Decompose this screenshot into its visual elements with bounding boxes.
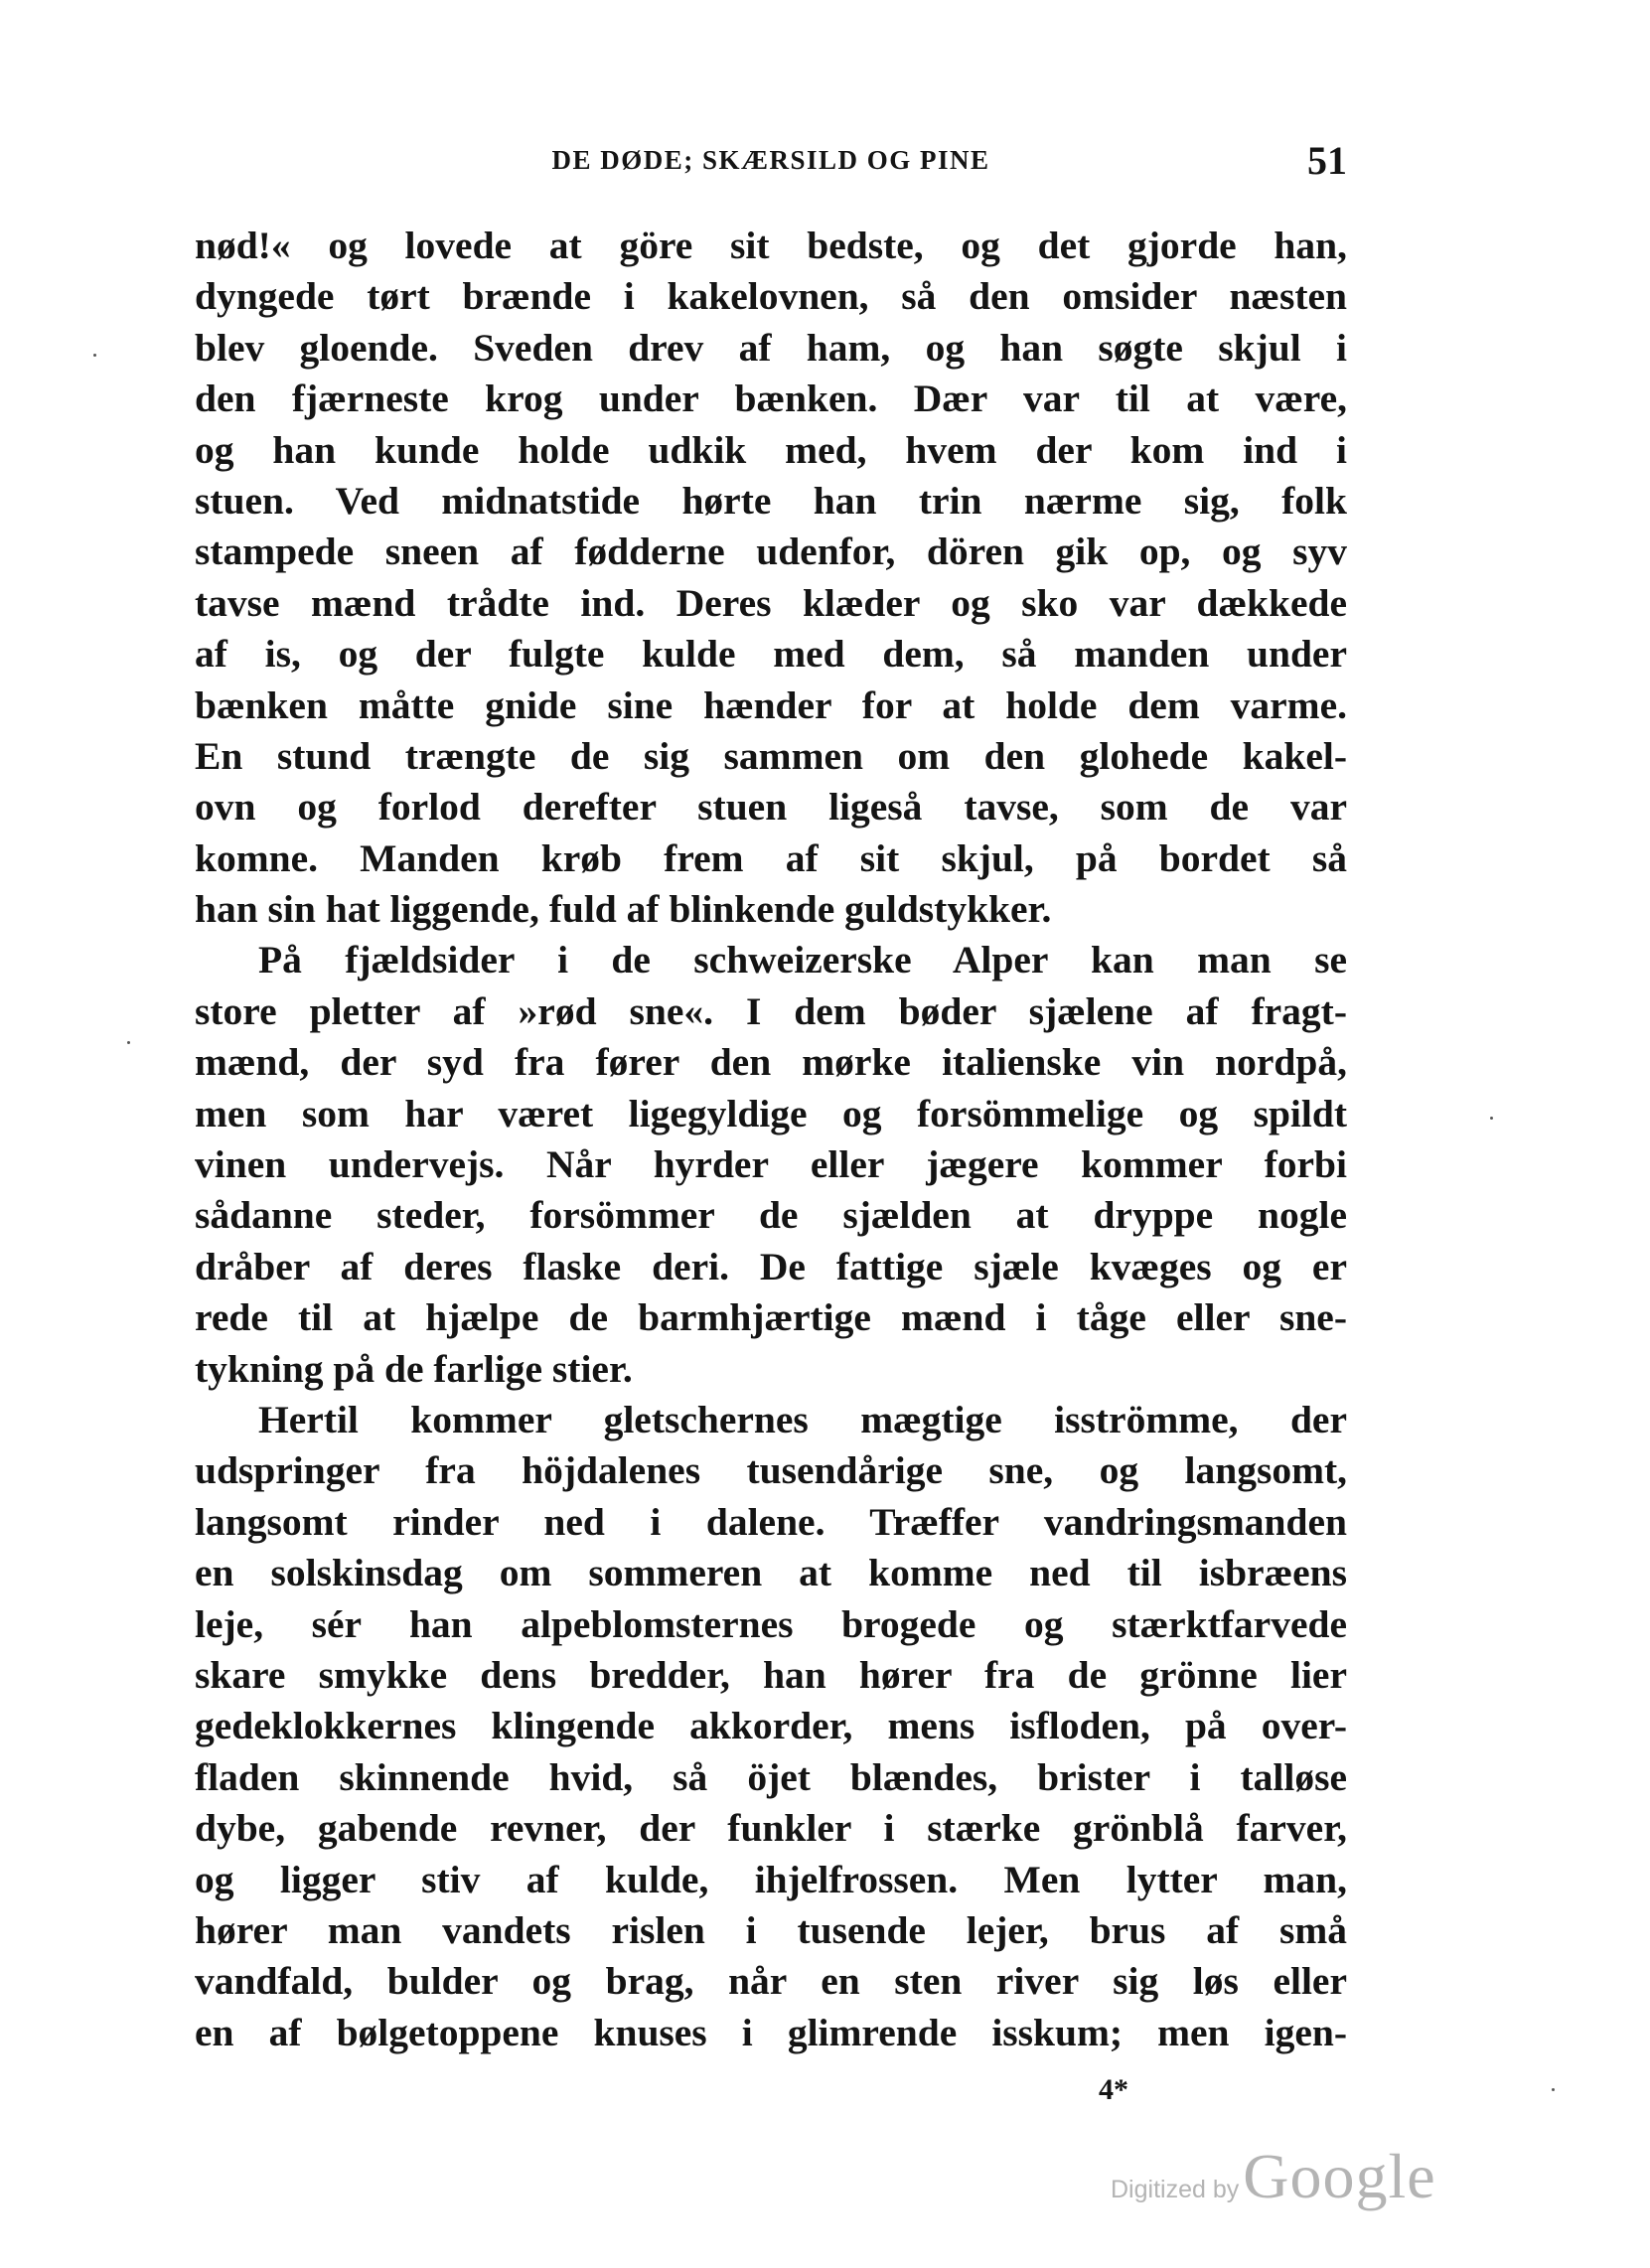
text-line: men som har været ligegyldige og forsömmelige og spildt (195, 1091, 1347, 1135)
text-line: langsomt rinder ned i dalene. Træffer vandringsmanden (195, 1499, 1347, 1544)
scan-speck (1490, 1117, 1493, 1120)
text-line: blev gloende. Sveden drev af ham, og han søgte skjul i (195, 325, 1347, 370)
text-line: skare smykke dens bredder, han hører fra de grönne lier (195, 1652, 1347, 1697)
text-line: den fjærneste krog under bænken. Dær var til at være, (195, 377, 1347, 421)
text-line: nød!« og lovede at göre sit bedste, og det gjorde han, (195, 224, 1347, 267)
text-line: mænd, der syd fra fører den mørke italienske vin nordpå, (195, 1040, 1347, 1085)
text-line: bænken måtte gnide sine hænder for at holde dem varme. (195, 682, 1347, 727)
text-line: af is, og der fulgte kulde med dem, så manden under (195, 632, 1347, 677)
page-number: 51 (1307, 138, 1347, 183)
scan-speck (127, 1041, 130, 1044)
text-line: vandfald, bulder og brag, når en sten river sig løs eller (195, 1959, 1347, 2004)
running-title: DE DØDE; SKÆRSILD OG PINE (551, 145, 990, 175)
running-header (195, 137, 1347, 197)
text-line: dybe, gabende revner, der funkler i stærke grönblå farver, (195, 1806, 1347, 1851)
text-line: ovn og forlod derefter stuen ligeså tavse, som de var (195, 785, 1347, 830)
text-line: vinen undervejs. Når hyrder eller jægere kommer forbi (195, 1142, 1347, 1187)
text-line: sådanne steder, forsömmer de sjælden at dryppe nogle (195, 1193, 1347, 1238)
paragraph-start-line: Hertil kommer gletschernes mægtige isströmme, der (258, 1397, 1347, 1441)
scan-speck (93, 354, 96, 357)
text-line: tavse mænd trådte ind. Deres klæder og sko var dækkede (195, 580, 1347, 625)
text-line: stuen. Ved midnatstide hørte han trin nærme sig, folk (195, 478, 1347, 523)
text-body (195, 221, 1347, 2058)
text-line: rede til at hjælpe de barmhjærtige mænd i tåge eller sne- (195, 1295, 1347, 1340)
paragraph-start-line: På fjældsider i de schweizerske Alper kan man se (258, 938, 1347, 983)
text-line: dråber af deres flaske deri. De fattige sjæle kvæges og er (195, 1244, 1347, 1288)
text-line: gedeklokkernes klingende akkorder, mens isfloden, på over- (195, 1704, 1347, 1748)
text-line: komne. Manden krøb frem af sit skjul, på bordet så (195, 835, 1347, 880)
text-line: leje, sér han alpeblomsternes brogede og stærktfarvede (195, 1601, 1347, 1646)
text-line: stampede sneen af fødderne udenfor, dören gik op, og syv (195, 529, 1347, 574)
text-line: hører man vandets rislen i tusende lejer, brus af små (195, 1907, 1347, 1952)
watermark-small-text: Digitized by (1111, 2176, 1240, 2203)
text-line: dyngede tørt brænde i kakelovnen, så den omsider næsten (195, 274, 1347, 319)
text-line: og ligger stiv af kulde, ihjelfrossen. Men lytter man, (195, 1857, 1347, 1901)
text-line: og han kunde holde udkik med, hvem der kom ind i (195, 427, 1347, 472)
text-line: En stund trængte de sig sammen om den glohede kakel- (195, 733, 1347, 778)
digitized-watermark (1111, 2140, 1436, 2213)
signature-mark: 4* (1099, 2073, 1128, 2106)
text-line: store pletter af »rød sne«. I dem bøder sjælene af fragt- (195, 988, 1347, 1033)
text-line: udspringer fra höjdalenes tusendårige sne, og langsomt, (195, 1448, 1347, 1493)
watermark-logo-text: Google (1243, 2141, 1436, 2211)
text-line: han sin hat liggende, fuld af blinkende guldstykker. (195, 887, 1052, 932)
text-line: en solskinsdag om sommeren at komme ned til isbræens (195, 1551, 1347, 1595)
text-line: fladen skinnende hvid, så öjet blændes, brister i talløse (195, 1754, 1347, 1799)
scan-speck (1552, 2088, 1555, 2091)
text-line: en af bølgetoppene knuses i glimrende isskum; men igen- (195, 2010, 1347, 2054)
text-line: tykning på de farlige stier. (195, 1346, 633, 1391)
